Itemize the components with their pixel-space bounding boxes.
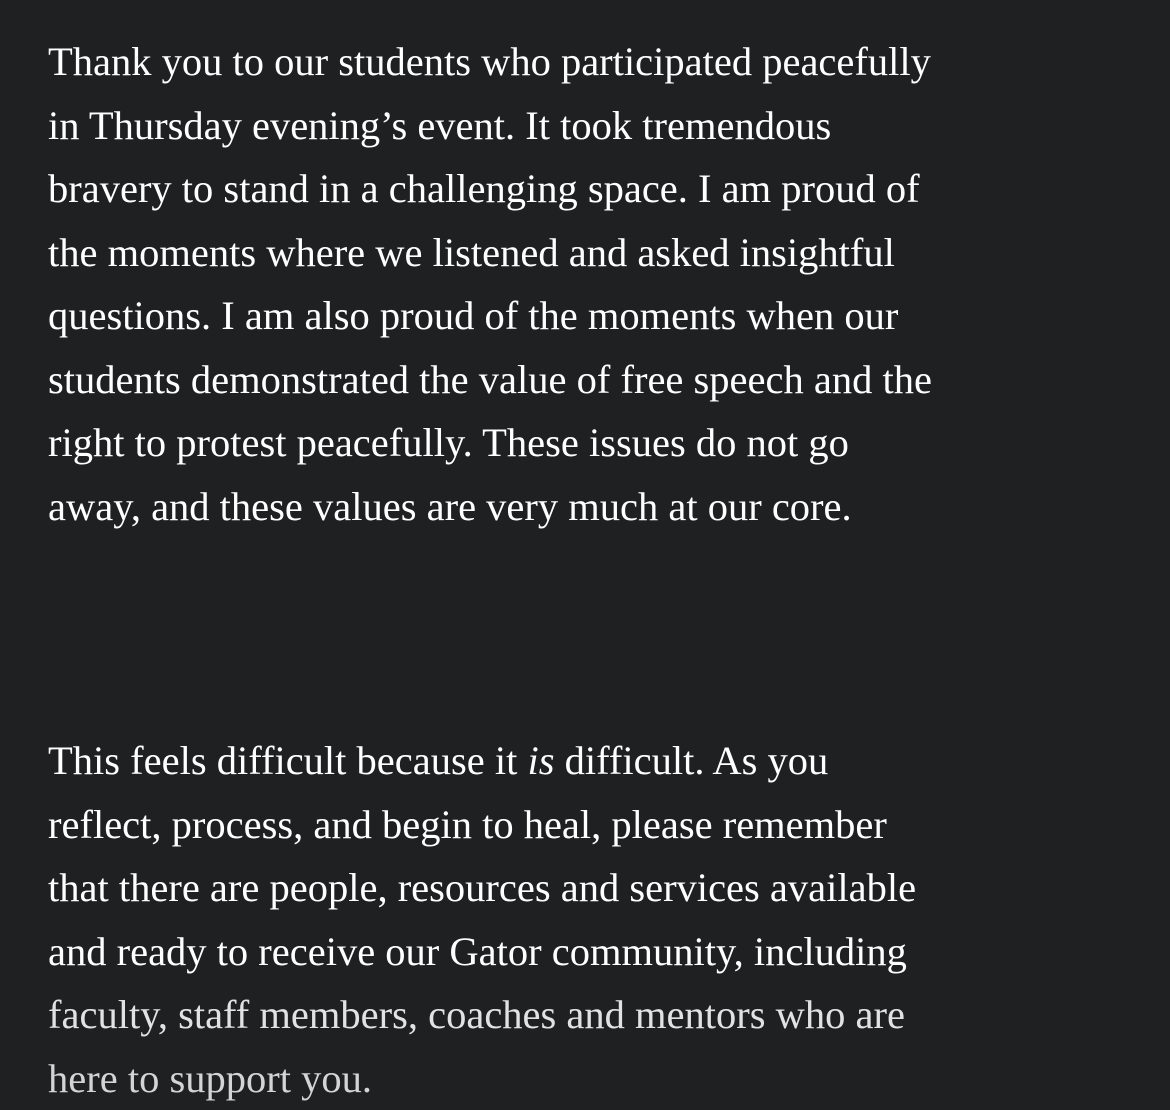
text-line: Thank you to our students who participated peacefully bbox=[48, 30, 1148, 94]
text-line bbox=[48, 729, 1148, 793]
text-line: away, and these values are very much at our core. bbox=[48, 475, 1148, 539]
text-line: reflect, process, and begin to heal, please remember bbox=[48, 793, 1148, 857]
paragraph-difficult bbox=[48, 729, 1148, 1110]
emphasis-text: is bbox=[527, 738, 554, 783]
text-line: that there are people, resources and services available bbox=[48, 856, 1148, 920]
text-line: the moments where we listened and asked insightful bbox=[48, 221, 1148, 285]
text-line: faculty, staff members, coaches and mentors who are bbox=[48, 983, 1148, 1047]
text-fragment: This feels difficult because it bbox=[48, 738, 527, 783]
text-fragment: difficult. As you bbox=[555, 738, 829, 783]
paragraph-thank-you bbox=[48, 30, 1148, 538]
text-line: here to support you. bbox=[48, 1047, 1148, 1110]
text-line: bravery to stand in a challenging space. I am proud of bbox=[48, 157, 1148, 221]
document-body bbox=[48, 30, 1148, 1110]
text-line: right to protest peacefully. These issues do not go bbox=[48, 411, 1148, 475]
text-line: students demonstrated the value of free speech and the bbox=[48, 348, 1148, 412]
text-line: in Thursday evening’s event. It took tremendous bbox=[48, 94, 1148, 158]
text-line: questions. I am also proud of the moments when our bbox=[48, 284, 1148, 348]
text-line: and ready to receive our Gator community, including bbox=[48, 920, 1148, 984]
